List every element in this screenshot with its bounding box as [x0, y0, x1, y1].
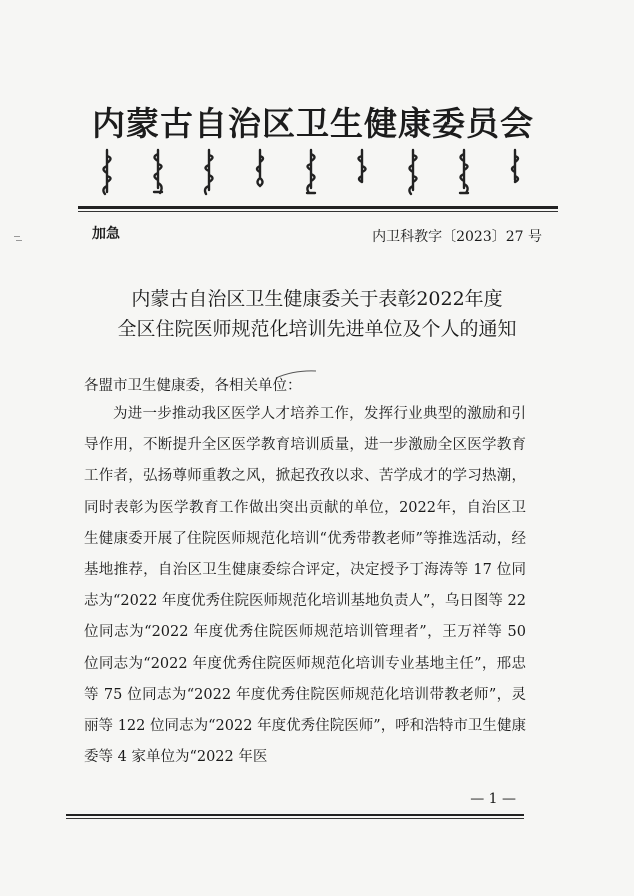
header-rule	[78, 206, 558, 209]
footer-rule-thin	[66, 818, 524, 819]
mongolian-word	[249, 148, 271, 196]
mongolian-word	[351, 148, 373, 196]
document-number: 内卫科教字〔2023〕27 号	[372, 229, 542, 245]
agency-name: 内蒙古自治区卫生健康委员会	[92, 104, 534, 143]
mongolian-word	[96, 148, 118, 196]
salutation: 各盟市卫生健康委，各相关单位：	[84, 378, 302, 394]
mongolian-word	[504, 148, 526, 196]
mongolian-word	[198, 148, 220, 196]
mongolian-word	[147, 148, 169, 196]
footer-rule	[66, 814, 524, 816]
document-title	[60, 284, 574, 344]
body-paragraph: 为进一步推动我区医学人才培养工作，发挥行业典型的激励和引导作用，不断提升全区医学教育培训质量，进一步激励全区医学教育工作者，弘扬尊师重教之风，掀起孜孜以求、苦学成才的学习热潮，同时表彰为医学教育工作做出突出贡献的单位，2022年，自治区卫生健康委开展了住院医师规范化培训“优秀带教老师”等推选活动，经基地推荐，自治区卫生健康委综合评定，决定授予丁海涛等 17 位同志为“2022 年度优秀住院医师规范化培训基地负责人”，乌日图等 22 位同志为“2022 年度优秀住院医师规范培训管理者”，王万祥等 50 位同志为“2022 年度优秀住院医师规范化培训专业基地主任”，邢忠等 75 位同志为“2022 年度优秀住院医师规范化培训带教老师”，灵丽等 122 位同志为“2022 年度优秀住院医师”，呼和浩特市卫生健康委等 4 家单位为“2022 年医	[84, 406, 526, 766]
mongolian-word	[300, 148, 322, 196]
urgency-label: 加急	[92, 226, 120, 242]
header-rule-thin	[78, 211, 558, 212]
mongolian-script-header	[96, 148, 526, 200]
mongolian-word	[453, 148, 475, 196]
scan-mark	[14, 236, 20, 237]
title-line-2: 全区住院医师规范化培训先进单位及个人的通知	[117, 318, 517, 340]
scan-mark	[16, 240, 22, 241]
title-line-1: 内蒙古自治区卫生健康委关于表彰2022年度	[131, 288, 503, 310]
mongolian-word	[402, 148, 424, 196]
page-number: — 1 —	[470, 791, 516, 807]
